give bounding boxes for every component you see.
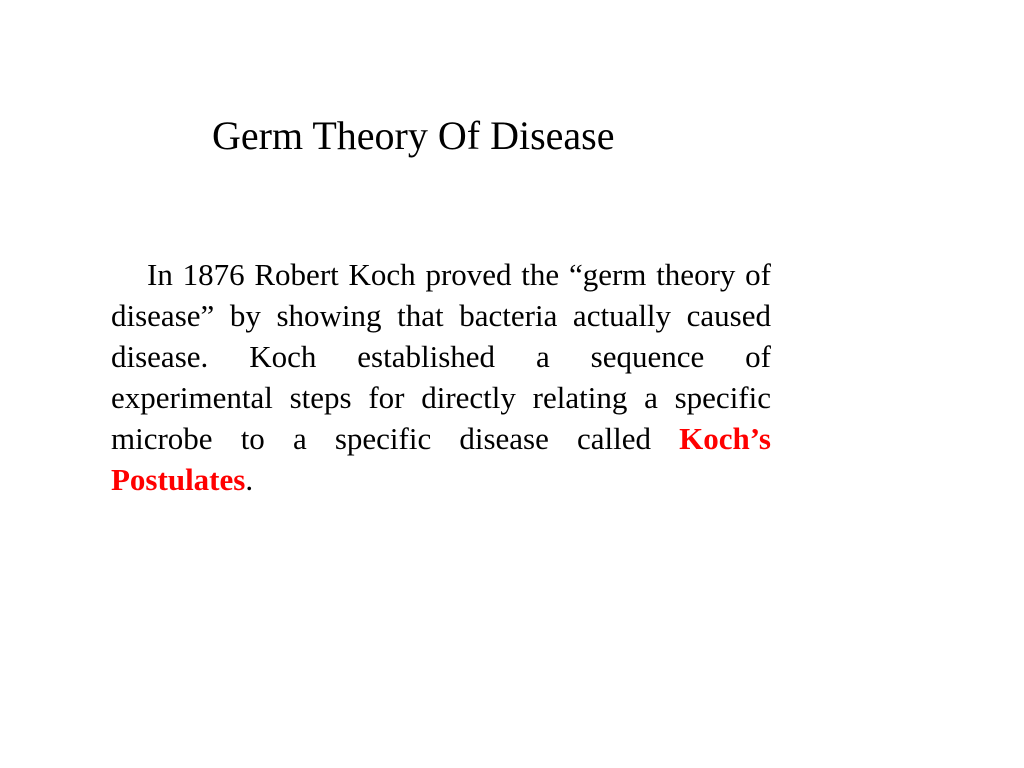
slide-title: Germ Theory Of Disease [212,113,615,158]
slide-body-paragraph [111,254,771,500]
body-text: In 1876 Robert Koch proved the “germ theory of disease” by showing that bacteria actually caused disease. Koch established a sequence of experimental steps for directly relating a specific microbe to a specific disease called [111,257,771,456]
kochs-postulates-highlight: Koch’s Postulates [111,421,771,497]
body-end: . [245,462,254,497]
